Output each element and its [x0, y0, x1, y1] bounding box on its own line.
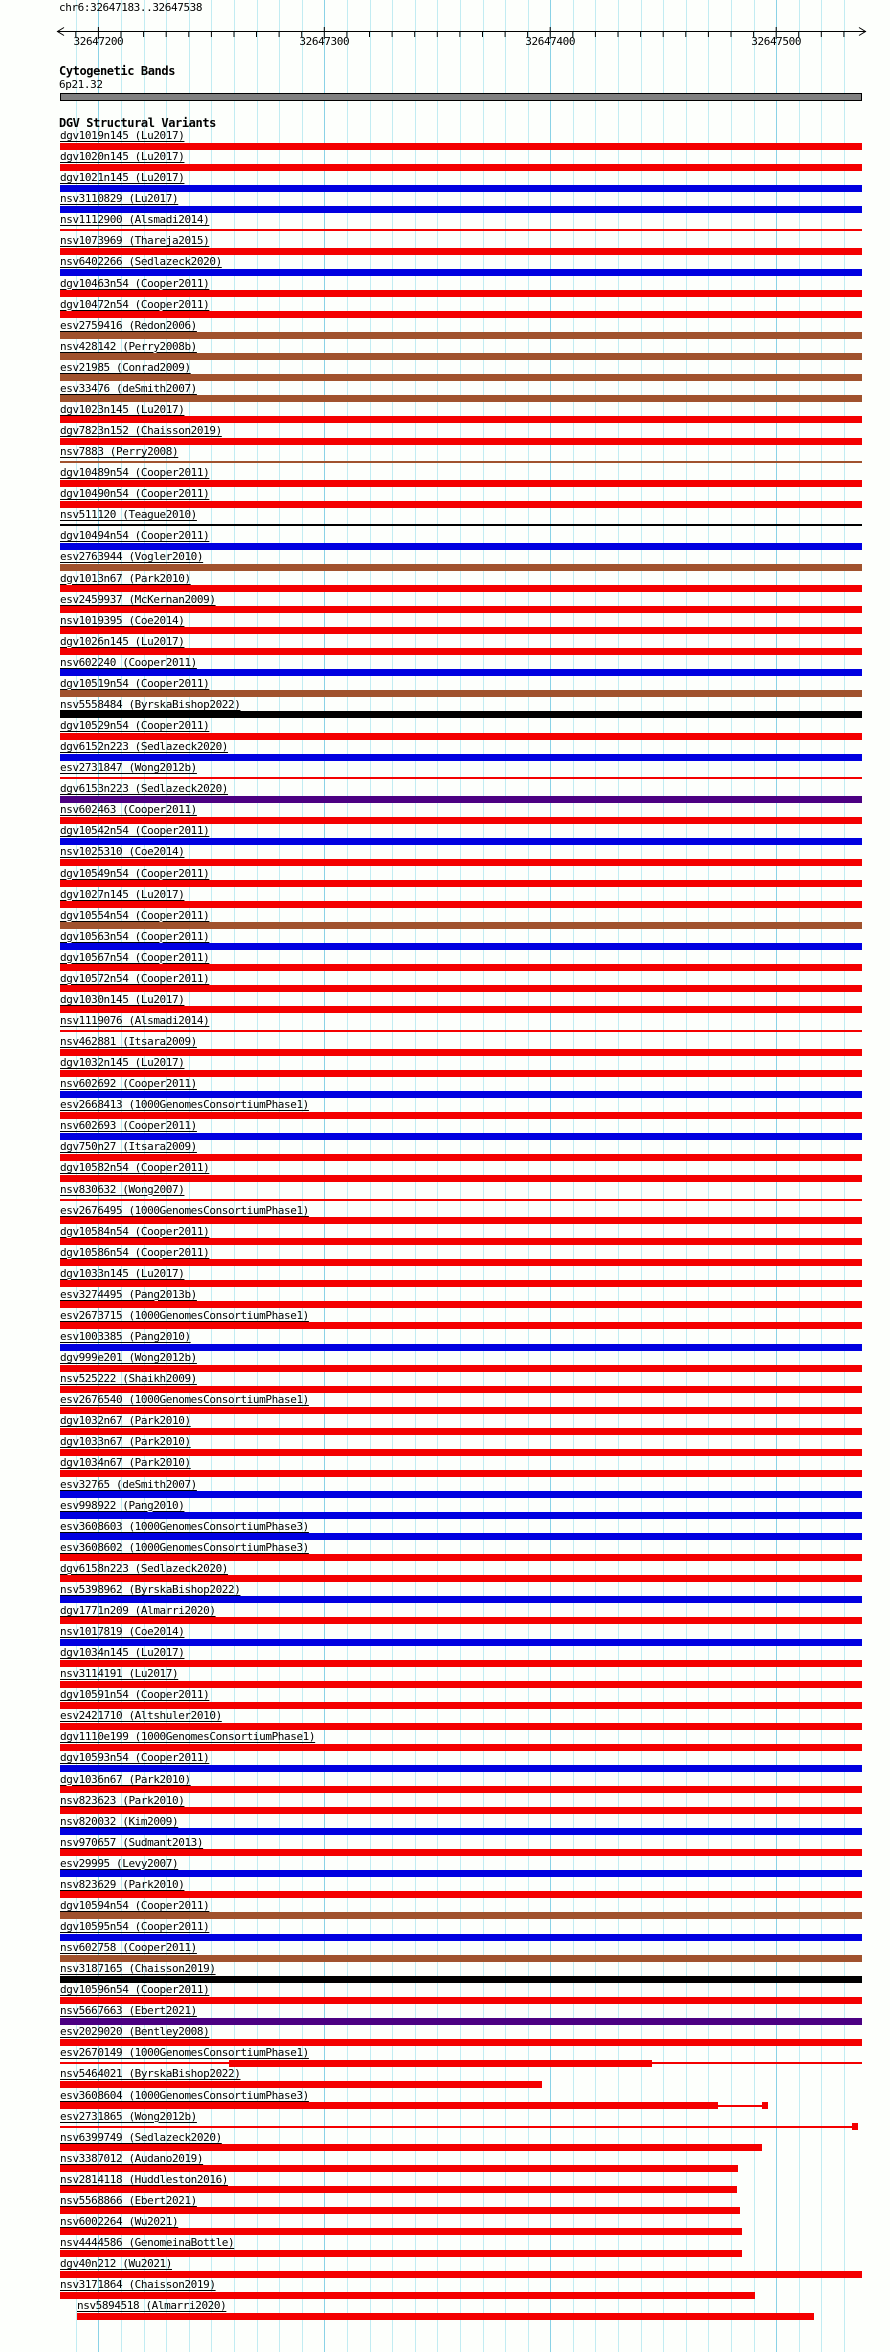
- variant-label[interactable]: dgv1030n145 (Lu2017): [60, 992, 185, 1006]
- variant-label[interactable]: dgv40n212 (Wu2021): [60, 2257, 173, 2271]
- variant-bar[interactable]: [60, 311, 862, 318]
- variant-bar[interactable]: [60, 229, 862, 231]
- variant-bar[interactable]: [60, 332, 862, 339]
- variant-label[interactable]: nsv2814118 (Huddleston2016): [60, 2172, 229, 2186]
- variant-bar[interactable]: [60, 2081, 542, 2088]
- variant-label[interactable]: nsv5894518 (Almarri2020): [77, 2299, 227, 2313]
- cytobands-section-title: Cytogenetic Bands: [59, 64, 176, 78]
- variant-label[interactable]: dgv10595n54 (Cooper2011): [60, 1920, 210, 1933]
- variant-label[interactable]: dgv1110e199 (1000GenomesConsortiumPhase1): [60, 1730, 316, 1744]
- variant-bar[interactable]: [60, 796, 862, 803]
- variant-label[interactable]: dgv1023n145 (Lu2017): [60, 402, 185, 416]
- variant-bar[interactable]: [60, 1175, 862, 1182]
- variant-bar[interactable]: [60, 1365, 862, 1372]
- variant-bar[interactable]: [60, 1217, 862, 1224]
- variant-label[interactable]: dgv10519n54 (Cooper2011): [60, 676, 210, 690]
- variant-label[interactable]: nsv1019395 (Coe2014): [60, 613, 185, 627]
- variant-label[interactable]: dgv1021n145 (Lu2017): [60, 171, 185, 185]
- variant-label[interactable]: dgv1032n67 (Park2010): [60, 1414, 191, 1428]
- variant-bar[interactable]: [60, 1030, 862, 1032]
- variant-label[interactable]: nsv6002264 (Wu2021): [60, 2214, 179, 2228]
- variant-bar[interactable]: [60, 754, 862, 761]
- variant-endpoint-box[interactable]: [762, 2102, 768, 2109]
- variant-label[interactable]: nsv602463 (Cooper2011): [60, 803, 197, 817]
- variant-label[interactable]: dgv1036n67 (Park2010): [60, 1772, 191, 1786]
- variant-label[interactable]: dgv10542n54 (Cooper2011): [60, 824, 210, 838]
- variant-bar[interactable]: [60, 461, 862, 463]
- variant-label[interactable]: dgv6152n223 (Sedlazeck2020): [60, 740, 229, 753]
- variant-bar[interactable]: [60, 733, 862, 740]
- variant-bar[interactable]: [60, 1617, 862, 1624]
- ruler-tick-label: 32647500: [751, 35, 802, 48]
- variant-bar[interactable]: [60, 1976, 862, 1983]
- variant-label[interactable]: esv998922 (Pang2010): [60, 1498, 185, 1512]
- dgv-section-title: DGV Structural Variants: [59, 116, 216, 130]
- variant-label[interactable]: dgv10494n54 (Cooper2011): [60, 529, 210, 543]
- variant-label[interactable]: nsv5667663 (Ebert2021): [60, 2004, 197, 2018]
- variant-bar[interactable]: [60, 1554, 862, 1561]
- variant-bar[interactable]: [60, 353, 862, 360]
- variant-label[interactable]: nsv4444586 (GenomeinaBottle): [60, 2236, 235, 2249]
- variant-bar[interactable]: [60, 2165, 738, 2172]
- variant-bar[interactable]: [60, 143, 862, 150]
- variant-label[interactable]: esv32765 (deSmith2007): [60, 1477, 197, 1491]
- variant-label[interactable]: nsv1017819 (Coe2014): [60, 1625, 185, 1638]
- variant-label[interactable]: dgv10591n54 (Cooper2011): [60, 1688, 210, 1702]
- variant-bar[interactable]: [60, 1934, 862, 1941]
- variant-bar[interactable]: [60, 1199, 862, 1201]
- variant-bar[interactable]: [60, 438, 862, 445]
- variant-bar[interactable]: [60, 922, 862, 929]
- variant-bar[interactable]: [60, 2228, 742, 2235]
- variant-bar[interactable]: [60, 1807, 862, 1814]
- variant-label[interactable]: dgv10489n54 (Cooper2011): [60, 466, 210, 480]
- variant-bar[interactable]: [60, 2102, 718, 2109]
- variant-label[interactable]: nsv602692 (Cooper2011): [60, 1077, 197, 1091]
- variant-label[interactable]: esv2731865 (Wong2012b): [60, 2109, 197, 2123]
- variant-bar[interactable]: [60, 1070, 862, 1077]
- variant-label[interactable]: nsv1119076 (Alsmadi2014): [60, 1013, 210, 1027]
- variant-label[interactable]: nsv3387012 (Audano2019): [60, 2151, 204, 2165]
- variant-label[interactable]: dgv1020n145 (Lu2017): [60, 150, 185, 164]
- variant-bar[interactable]: [60, 1386, 862, 1393]
- variant-bar[interactable]: [60, 2207, 740, 2214]
- variant-bar[interactable]: [60, 290, 862, 297]
- variant-label[interactable]: nsv1025310 (Coe2014): [60, 845, 185, 859]
- variant-bar[interactable]: [60, 880, 862, 887]
- variant-label[interactable]: nsv602758 (Cooper2011): [60, 1941, 197, 1954]
- variant-bar[interactable]: [60, 2062, 229, 2064]
- variant-bar[interactable]: [60, 416, 862, 423]
- variant-bar[interactable]: [77, 2313, 814, 2320]
- cytoband-name-label: 6p21.32: [59, 78, 103, 91]
- ruler-tick-label: 32647200: [73, 35, 124, 48]
- variant-label[interactable]: dgv10572n54 (Cooper2011): [60, 971, 210, 985]
- variant-bar[interactable]: [60, 585, 862, 592]
- variant-bar[interactable]: [60, 501, 862, 508]
- variant-label[interactable]: esv29995 (Levy2007): [60, 1856, 179, 1870]
- variant-bar[interactable]: [60, 1639, 862, 1646]
- variant-bar[interactable]: [60, 817, 862, 824]
- variant-bar[interactable]: [60, 206, 862, 213]
- variant-label[interactable]: dgv10490n54 (Cooper2011): [60, 487, 210, 501]
- variant-label[interactable]: dgv1013n67 (Park2010): [60, 571, 191, 585]
- variant-bar[interactable]: [60, 1575, 862, 1582]
- variant-bar[interactable]: [60, 606, 862, 613]
- variant-label[interactable]: esv33476 (deSmith2007): [60, 381, 197, 395]
- variant-label[interactable]: nsv3110829 (Lu2017): [60, 192, 179, 206]
- variant-bar[interactable]: [60, 564, 862, 571]
- variant-bar[interactable]: [60, 1407, 862, 1414]
- variant-bar[interactable]: [60, 1259, 862, 1266]
- variant-bar[interactable]: [60, 1533, 862, 1540]
- variant-label[interactable]: nsv525222 (Shaikh2009): [60, 1372, 197, 1386]
- variant-label[interactable]: dgv10596n54 (Cooper2011): [60, 1983, 210, 1997]
- variant-bar[interactable]: [60, 1133, 862, 1140]
- variant-label[interactable]: nsv428142 (Perry2008b): [60, 339, 197, 353]
- variant-bar[interactable]: [60, 1596, 862, 1603]
- variant-label[interactable]: nsv823629 (Park2010): [60, 1877, 185, 1891]
- variant-label[interactable]: dgv10593n54 (Cooper2011): [60, 1751, 210, 1765]
- variant-bar[interactable]: [60, 1997, 862, 2004]
- variant-bar[interactable]: [60, 248, 862, 255]
- variant-label[interactable]: dgv1033n67 (Park2010): [60, 1435, 191, 1449]
- variant-label[interactable]: dgv1034n145 (Lu2017): [60, 1646, 185, 1659]
- variant-bar[interactable]: [60, 1470, 862, 1477]
- variant-bar[interactable]: [652, 2062, 862, 2064]
- variant-label[interactable]: nsv511120 (Teague2010): [60, 508, 197, 522]
- variant-bar[interactable]: [60, 395, 862, 402]
- variant-label[interactable]: esv1003385 (Pang2010): [60, 1330, 191, 1343]
- variant-bar[interactable]: [60, 2271, 862, 2278]
- variant-bar[interactable]: [60, 524, 862, 526]
- variant-bar[interactable]: [60, 2186, 737, 2193]
- variant-bar[interactable]: [60, 1091, 862, 1098]
- variant-bar[interactable]: [60, 2126, 852, 2128]
- variant-bar[interactable]: [60, 943, 862, 950]
- variant-bar[interactable]: [60, 1912, 862, 1919]
- variant-bar[interactable]: [60, 2018, 862, 2025]
- variant-bar[interactable]: [60, 164, 862, 171]
- variant-bar[interactable]: [60, 777, 862, 779]
- variant-label[interactable]: dgv1034n67 (Park2010): [60, 1456, 191, 1470]
- variant-bar[interactable]: [60, 1765, 862, 1772]
- variant-bar[interactable]: [60, 2292, 755, 2299]
- variant-label[interactable]: nsv830632 (Wong2007): [60, 1182, 185, 1196]
- variant-label[interactable]: esv3608603 (1000GenomesConsortiumPhase3): [60, 1519, 309, 1533]
- variant-label[interactable]: esv2421710 (Altshuler2010): [60, 1709, 222, 1723]
- variant-bar[interactable]: [60, 1786, 862, 1793]
- cytoband-bar[interactable]: [60, 93, 862, 101]
- variant-bar[interactable]: [60, 543, 862, 550]
- variant-label[interactable]: nsv5568866 (Ebert2021): [60, 2193, 197, 2207]
- variant-bar[interactable]: [60, 669, 862, 676]
- variant-label[interactable]: nsv823623 (Park2010): [60, 1793, 185, 1807]
- variant-label[interactable]: esv2670149 (1000GenomesConsortiumPhase1): [60, 2046, 309, 2060]
- variant-bar[interactable]: [60, 1344, 862, 1351]
- variant-bar[interactable]: [60, 2039, 862, 2046]
- variant-bar[interactable]: [60, 1428, 862, 1435]
- variant-label[interactable]: nsv5558484 (ByrskaBishop2022): [60, 697, 241, 711]
- variant-label[interactable]: dgv10584n54 (Cooper2011): [60, 1224, 210, 1238]
- ruler-tick-label: 32647400: [525, 35, 576, 48]
- variant-label[interactable]: dgv750n27 (Itsara2009): [60, 1140, 197, 1154]
- variant-label[interactable]: esv2676495 (1000GenomesConsortiumPhase1): [60, 1203, 309, 1217]
- variant-label[interactable]: dgv10549n54 (Cooper2011): [60, 866, 210, 880]
- ruler-tick-label: 32647300: [299, 35, 350, 48]
- variant-bar[interactable]: [60, 185, 862, 192]
- variant-label[interactable]: esv3608602 (1000GenomesConsortiumPhase3): [60, 1540, 309, 1554]
- variant-bar[interactable]: [60, 1006, 862, 1013]
- variant-endpoint-box[interactable]: [852, 2123, 858, 2130]
- variant-label[interactable]: dgv10586n54 (Cooper2011): [60, 1245, 210, 1259]
- variant-bar[interactable]: [718, 2105, 762, 2107]
- variant-bar[interactable]: [60, 1828, 862, 1835]
- variant-label[interactable]: dgv10472n54 (Cooper2011): [60, 297, 210, 311]
- variant-label[interactable]: dgv1033n145 (Lu2017): [60, 1266, 185, 1280]
- variant-bar[interactable]: [60, 1112, 862, 1119]
- variant-label[interactable]: dgv10463n54 (Cooper2011): [60, 276, 210, 290]
- variant-label[interactable]: esv2763944 (Vogler2010): [60, 550, 204, 564]
- variant-bar[interactable]: [60, 859, 862, 866]
- variant-bar[interactable]: [229, 2060, 652, 2067]
- variant-label[interactable]: dgv10554n54 (Cooper2011): [60, 908, 210, 922]
- variant-bar[interactable]: [60, 1744, 862, 1751]
- variant-label[interactable]: dgv6153n223 (Sedlazeck2020): [60, 782, 229, 796]
- variant-label[interactable]: nsv462881 (Itsara2009): [60, 1035, 197, 1048]
- variant-label[interactable]: nsv970657 (Sudmant2013): [60, 1835, 204, 1849]
- variant-bar[interactable]: [60, 964, 862, 971]
- variant-bar[interactable]: [60, 2250, 742, 2257]
- variant-label[interactable]: dgv10594n54 (Cooper2011): [60, 1898, 210, 1912]
- variant-bar[interactable]: [60, 1955, 862, 1962]
- variant-label[interactable]: dgv1032n145 (Lu2017): [60, 1056, 185, 1070]
- variant-bar[interactable]: [60, 711, 862, 718]
- variant-label[interactable]: nsv3187165 (Chaisson2019): [60, 1962, 216, 1976]
- variant-bar[interactable]: [60, 1154, 862, 1161]
- variant-label[interactable]: dgv10567n54 (Cooper2011): [60, 950, 210, 964]
- variant-bar[interactable]: [60, 1660, 862, 1667]
- variant-bar[interactable]: [60, 1849, 862, 1856]
- variant-bar[interactable]: [60, 2144, 762, 2151]
- variant-bar[interactable]: [60, 1702, 862, 1709]
- variant-bar[interactable]: [60, 1301, 862, 1308]
- variant-label[interactable]: dgv1019n145 (Lu2017): [60, 129, 185, 142]
- variant-label[interactable]: esv2731847 (Wong2012b): [60, 761, 197, 775]
- variant-label[interactable]: esv2759416 (Redon2006): [60, 318, 197, 332]
- variant-label[interactable]: esv2676540 (1000GenomesConsortiumPhase1): [60, 1393, 309, 1407]
- variant-bar[interactable]: [60, 1491, 862, 1498]
- variant-bar[interactable]: [60, 1681, 862, 1688]
- variant-bar[interactable]: [60, 1238, 862, 1245]
- variant-label[interactable]: dgv1027n145 (Lu2017): [60, 887, 185, 901]
- variant-bar[interactable]: [60, 374, 862, 381]
- variant-label[interactable]: dgv7823n152 (Chaisson2019): [60, 424, 222, 437]
- variant-label[interactable]: dgv1771n209 (Almarri2020): [60, 1603, 216, 1617]
- variant-label[interactable]: esv3274495 (Pang2013b): [60, 1287, 197, 1301]
- variant-label[interactable]: nsv820032 (Kim2009): [60, 1814, 179, 1828]
- variant-bar[interactable]: [60, 690, 862, 697]
- variant-label[interactable]: nsv5398962 (ByrskaBishop2022): [60, 1582, 241, 1596]
- variant-label[interactable]: nsv6399749 (Sedlazeck2020): [60, 2130, 222, 2144]
- variant-bar[interactable]: [60, 1891, 862, 1898]
- variant-bar[interactable]: [60, 269, 862, 276]
- variant-label[interactable]: nsv7883 (Perry2008): [60, 445, 179, 459]
- position-title: chr6:32647183..32647538: [59, 1, 203, 14]
- variant-label[interactable]: nsv602693 (Cooper2011): [60, 1119, 197, 1133]
- variant-bar[interactable]: [60, 901, 862, 908]
- variant-label[interactable]: nsv1073969 (Thareja2015): [60, 234, 210, 248]
- variant-label[interactable]: dgv10563n54 (Cooper2011): [60, 929, 210, 943]
- variant-bar[interactable]: [60, 1512, 862, 1519]
- variant-label[interactable]: dgv1026n145 (Lu2017): [60, 634, 185, 648]
- variant-label[interactable]: esv2673715 (1000GenomesConsortiumPhase1): [60, 1308, 309, 1322]
- variant-label[interactable]: nsv1112900 (Alsmadi2014): [60, 213, 210, 227]
- variant-bar[interactable]: [60, 627, 862, 634]
- variant-label[interactable]: esv2668413 (1000GenomesConsortiumPhase1): [60, 1098, 309, 1112]
- variant-bar[interactable]: [60, 1449, 862, 1456]
- variant-label[interactable]: nsv6402266 (Sedlazeck2020): [60, 255, 222, 269]
- variant-bar[interactable]: [60, 648, 862, 655]
- variant-bar[interactable]: [60, 480, 862, 487]
- variant-label[interactable]: nsv602240 (Cooper2011): [60, 655, 197, 669]
- variant-bar[interactable]: [60, 1723, 862, 1730]
- variant-label[interactable]: dgv999e201 (Wong2012b): [60, 1351, 197, 1365]
- variant-label[interactable]: esv2459937 (McKernan2009): [60, 592, 216, 606]
- variant-bar[interactable]: [60, 1280, 862, 1287]
- variant-label[interactable]: nsv3171864 (Chaisson2019): [60, 2278, 216, 2292]
- variant-label[interactable]: nsv5464021 (ByrskaBishop2022): [60, 2067, 241, 2081]
- variant-label[interactable]: dgv10529n54 (Cooper2011): [60, 719, 210, 732]
- variant-bar[interactable]: [60, 1049, 862, 1056]
- variant-bar[interactable]: [60, 1322, 862, 1329]
- variant-bar[interactable]: [60, 985, 862, 992]
- variant-label[interactable]: esv3608604 (1000GenomesConsortiumPhase3): [60, 2088, 309, 2102]
- variant-label[interactable]: dgv10582n54 (Cooper2011): [60, 1161, 210, 1175]
- variant-bar[interactable]: [60, 838, 862, 845]
- variant-label[interactable]: dgv6158n223 (Sedlazeck2020): [60, 1561, 229, 1575]
- variant-label[interactable]: esv21985 (Conrad2009): [60, 360, 191, 374]
- variant-label[interactable]: nsv3114191 (Lu2017): [60, 1667, 179, 1681]
- variant-bar[interactable]: [60, 1870, 862, 1877]
- variant-label[interactable]: esv2029020 (Bentley2008): [60, 2025, 210, 2039]
